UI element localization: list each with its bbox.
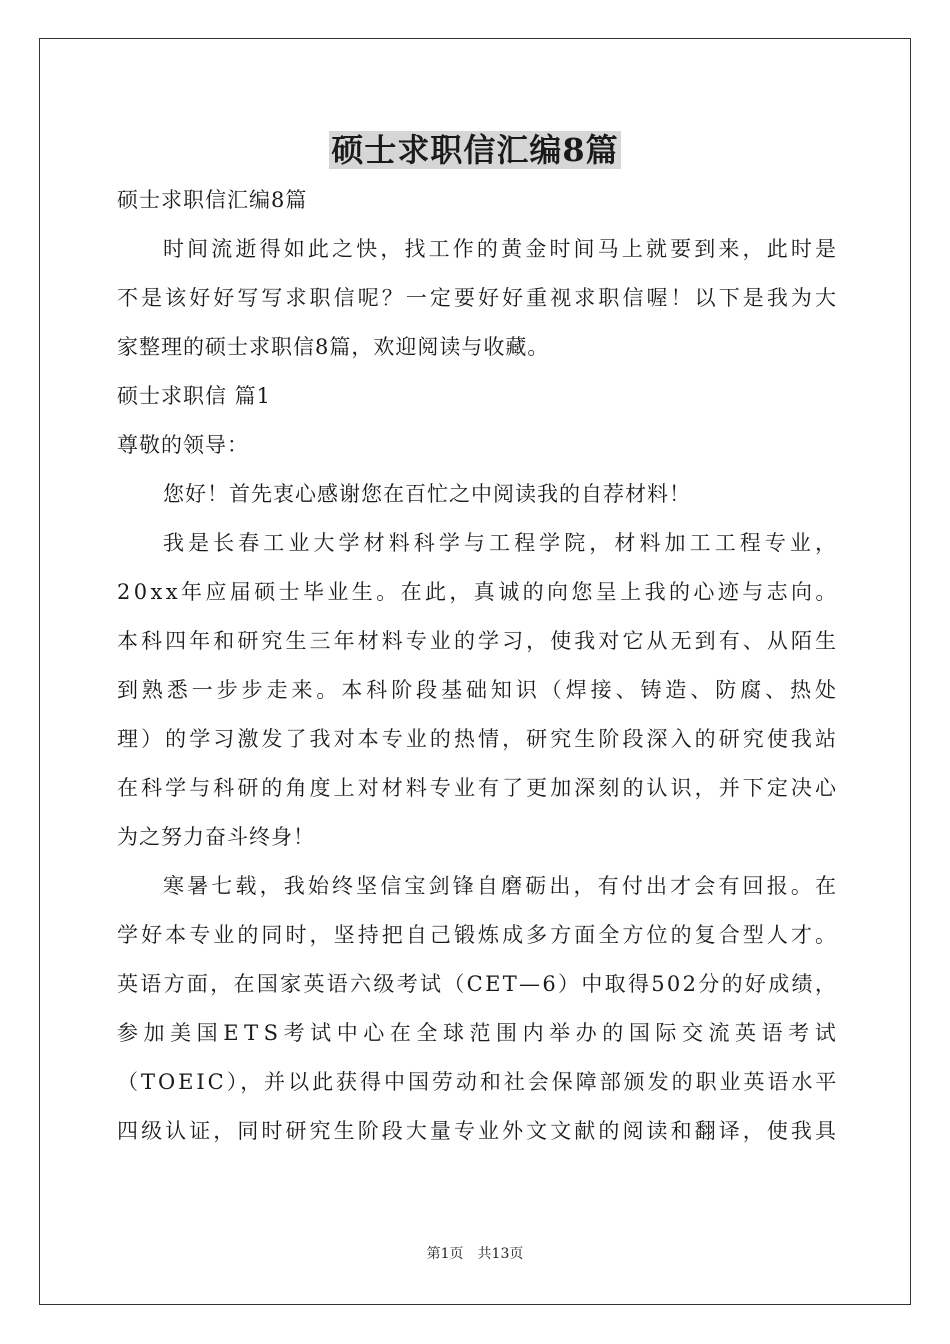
text-line: 学好本专业的同时，坚持把自己锻炼成多方面全方位的复合型人才。 [117, 923, 840, 947]
text-line: 四级认证，同时研究生阶段大量专业外文文献的阅读和翻译，使我具 [117, 1119, 840, 1143]
text-line: 理）的学习激发了我对本专业的热情，研究生阶段深入的研究使我站 [117, 727, 840, 751]
text-line: 尊敬的领导： [117, 433, 249, 457]
page-footer [0, 1244, 950, 1264]
text-line: 在科学与科研的角度上对材料专业有了更加深刻的认识，并下定决心 [117, 776, 840, 800]
text-line: 硕士求职信汇编8篇 [117, 188, 308, 212]
text-line: 不是该好好写写求职信呢？一定要好好重视求职信喔！以下是我为大 [117, 286, 840, 310]
text-line: 到熟悉一步步走来。本科阶段基础知识（焊接、铸造、防腐、热处 [117, 678, 840, 702]
text-line: 我是长春工业大学材料科学与工程学院，材料加工工程专业， [163, 531, 841, 555]
page-number-total: 共13页 [477, 1246, 524, 1262]
text-line: 家整理的硕士求职信8篇，欢迎阅读与收藏。 [117, 335, 550, 359]
text-line: 本科四年和研究生三年材料专业的学习，使我对它从无到有、从陌生 [117, 629, 840, 653]
text-line: 20xx年应届硕士毕业生。在此，真诚的向您呈上我的心迹与志向。 [117, 580, 840, 604]
document-title [0, 128, 950, 172]
page-number-current: 第1页 [426, 1246, 464, 1262]
text-line: 硕士求职信 篇1 [117, 384, 272, 408]
document-body [117, 176, 842, 1156]
text-line: 参加美国ETS考试中心在全球范围内举办的国际交流英语考试 [117, 1021, 842, 1045]
text-line: 为之努力奋斗终身！ [117, 825, 315, 849]
text-line: 寒暑七载，我始终坚信宝剑锋自磨砺出，有付出才会有回报。在 [163, 874, 840, 898]
document-title-text: 硕士求职信汇编8篇 [331, 131, 619, 169]
text-line: 您好！首先衷心感谢您在百忙之中阅读我的自荐材料！ [163, 482, 691, 506]
text-line: 时间流逝得如此之快，找工作的黄金时间马上就要到来，此时是 [163, 237, 840, 261]
text-line: （TOEIC），并以此获得中国劳动和社会保障部颁发的职业英语水平 [117, 1070, 840, 1094]
text-line: 英语方面，在国家英语六级考试（CET—6）中取得502分的好成绩， [117, 972, 839, 996]
